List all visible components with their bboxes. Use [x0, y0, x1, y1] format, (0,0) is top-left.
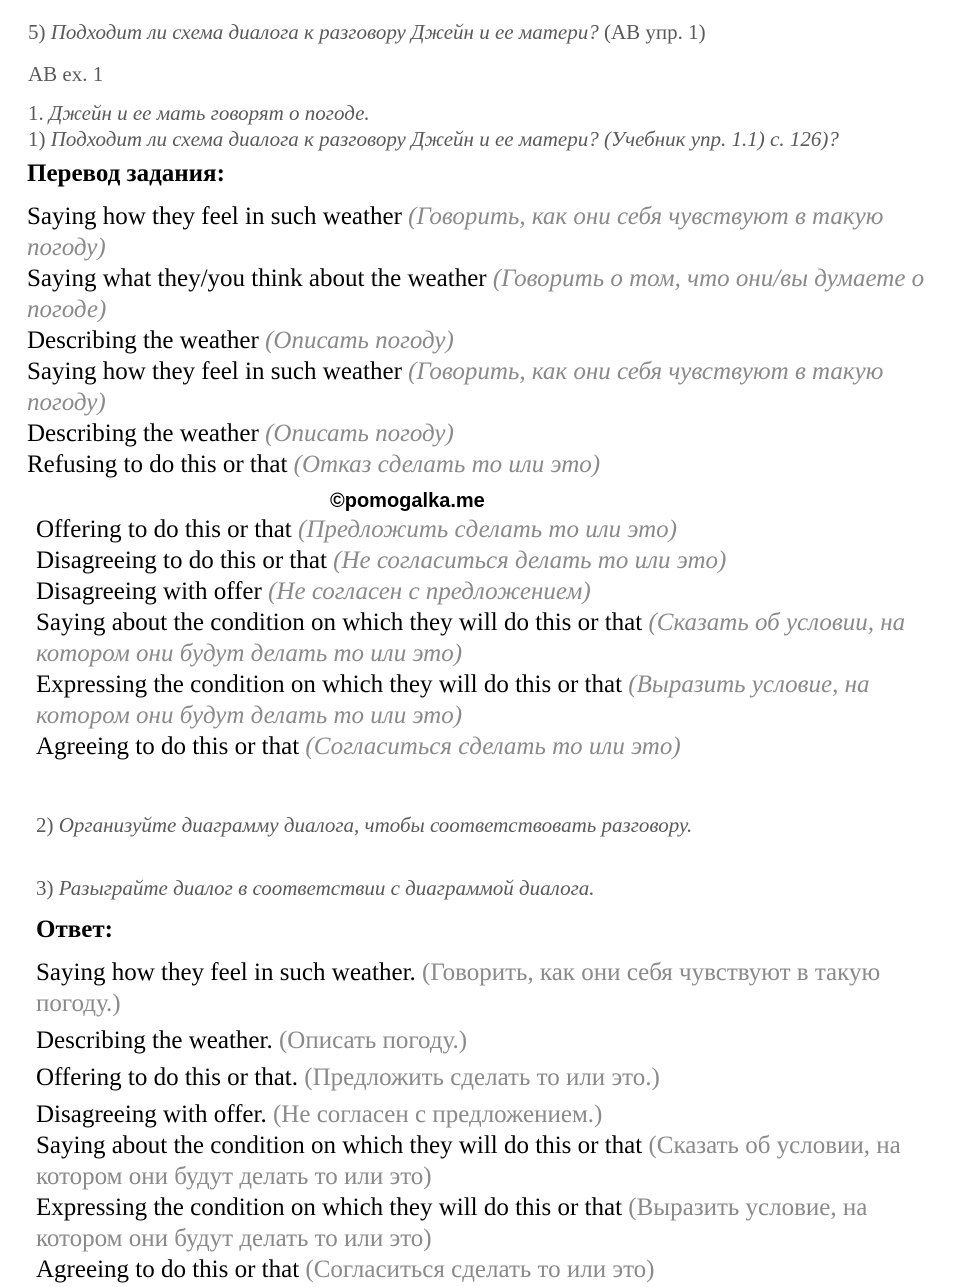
task5-line: [28, 18, 948, 46]
task2-number: 2): [36, 813, 59, 837]
item-en: Agreeing to do this or that: [36, 733, 306, 760]
task3-number: 3): [36, 876, 59, 900]
translation-item: [36, 669, 956, 731]
item-ru: (Описать погоду): [265, 420, 454, 447]
answer-list: [36, 957, 956, 1285]
translation-item: [36, 545, 956, 576]
item-en: Offering to do this or that.: [36, 1064, 305, 1091]
item-ru: (Предложить сделать то или это.): [304, 1064, 660, 1091]
task5-reference: (AB упр. 1): [598, 20, 706, 44]
item-en: Disagreeing to do this or that: [36, 547, 334, 574]
task5-number: 5): [28, 20, 51, 44]
watermark: ©pomogalka.me: [330, 490, 485, 512]
item-ru: (Предложить сделать то или это): [298, 516, 677, 543]
line2-text: Подходит ли схема диалога к разговору Джейн и ее матери? (Учебник упр. 1.1) с. 126)?: [50, 127, 839, 151]
answer-item: [36, 1025, 956, 1056]
answer-item: [36, 1130, 956, 1192]
translation-item: [27, 263, 947, 325]
translation-item: [36, 731, 956, 762]
answer-item: [36, 1192, 956, 1254]
item-ru: (Говорить о том, что они/вы думаете о погоде): [27, 265, 925, 323]
line1-number: 1.: [28, 101, 49, 125]
item-en: Describing the weather: [27, 420, 266, 447]
item-en: Disagreeing with offer.: [36, 1101, 273, 1128]
translation-item: [36, 576, 956, 607]
ab-exercise-label: AB ex. 1: [28, 62, 104, 86]
item-en: Disagreeing with offer: [36, 578, 269, 605]
task5-text: Подходит ли схема диалога к разговору Джейн и ее матери?: [50, 20, 599, 44]
item-ru: (Говорить, как они себя чувствуют в такую погоду.): [36, 959, 881, 1017]
item-en: Saying how they feel in such weather: [27, 203, 409, 230]
item-ru: (Выразить условие, на котором они будут делать то или это): [36, 671, 870, 729]
item-en: Describing the weather.: [36, 1027, 279, 1054]
header-block: [28, 18, 948, 152]
translation-item: [27, 449, 947, 480]
item-en: Saying how they feel in such weather: [27, 358, 409, 385]
item-en: Saying what they/you think about the weather: [27, 265, 493, 292]
task2-line: [36, 811, 956, 839]
line2: [28, 126, 948, 152]
item-en: Refusing to do this or that: [27, 451, 294, 478]
item-ru: (Не согласен с предложением.): [272, 1101, 603, 1128]
translation-list-2: [36, 514, 956, 762]
answer-item: [36, 957, 956, 1019]
task3-text: Разыграйте диалог в соответствии с диаграммой диалога.: [58, 876, 595, 900]
item-en: Saying how they feel in such weather.: [36, 959, 423, 986]
item-ru: (Не согласиться делать то или это): [333, 547, 727, 574]
translation-item: [36, 607, 956, 669]
line1-text: Джейн и ее мать говорят о погоде.: [49, 101, 370, 125]
line1: [28, 100, 948, 126]
line2-number: 1): [28, 127, 51, 151]
item-ru: (Согласиться сделать то или это): [305, 1256, 655, 1283]
item-en: Describing the weather: [27, 327, 266, 354]
translation-heading: Перевод задания:: [27, 160, 225, 187]
task3-line: [36, 874, 956, 902]
answer-item: [36, 1062, 956, 1093]
task2-text: Организуйте диаграмму диалога, чтобы соответствовать разговору.: [58, 813, 693, 837]
item-ru: (Сказать об условии, на котором они будут делать то или это): [36, 609, 906, 667]
item-ru: (Согласиться сделать то или это): [305, 733, 681, 760]
translation-item: [27, 201, 947, 263]
item-ru: (Отказ сделать то или это): [293, 451, 601, 478]
item-ru: (Говорить, как они себя чувствуют в такую погоду): [27, 203, 884, 261]
item-en: Expressing the condition on which they will do this or that: [36, 1194, 629, 1221]
answer-item: [36, 1254, 956, 1285]
item-ru: (Говорить, как они себя чувствуют в такую погоду): [27, 358, 884, 416]
translation-item: [27, 418, 947, 449]
translation-list: [27, 201, 947, 480]
answer-heading: Ответ:: [36, 916, 113, 943]
translation-item: [36, 514, 956, 545]
item-en: Agreeing to do this or that: [36, 1256, 306, 1283]
item-en: Expressing the condition on which they will do this or that: [36, 671, 629, 698]
item-ru: (Выразить условие, на котором они будут делать то или это): [36, 1194, 868, 1252]
translation-item: [27, 325, 947, 356]
item-ru: (Описать погоду): [265, 327, 454, 354]
item-ru: (Не согласен с предложением): [268, 578, 591, 605]
item-ru: (Сказать об условии, на котором они будут делать то или это): [36, 1132, 901, 1190]
item-ru: (Описать погоду.): [278, 1027, 468, 1054]
item-en: Saying about the condition on which they will do this or that: [36, 609, 649, 636]
translation-item: [27, 356, 947, 418]
answer-item: [36, 1099, 956, 1130]
item-en: Saying about the condition on which they will do this or that: [36, 1132, 649, 1159]
item-en: Offering to do this or that: [36, 516, 298, 543]
